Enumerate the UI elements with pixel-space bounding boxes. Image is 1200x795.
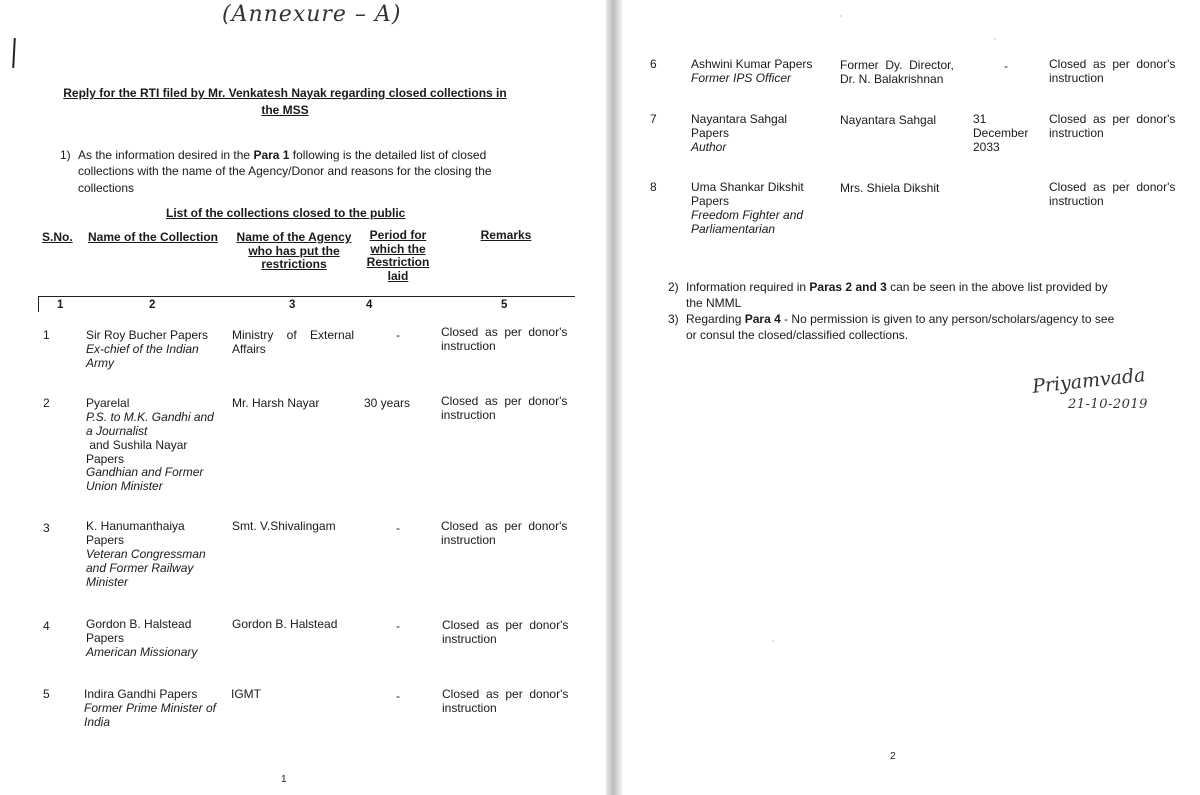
collection-description: Minister (86, 575, 129, 589)
restriction-period: - (396, 328, 400, 342)
scan-speck (994, 38, 996, 40)
collection-description: Parliamentarian (691, 222, 776, 236)
column-number: 1 (57, 299, 64, 311)
remarks: Closed as per donor's (442, 618, 569, 632)
remarks: Closed as per donor's (1049, 180, 1176, 194)
agency-name: Gordon B. Halstead (232, 617, 338, 631)
restriction-period: - (396, 521, 400, 535)
restriction-period: December (973, 126, 1029, 140)
table-row (622, 113, 1200, 157)
collection-name: Nayantara Sahgal (691, 112, 788, 126)
header-remarks: Remarks (480, 228, 532, 242)
header-collection-name: Name of the Collection (88, 230, 219, 244)
row-sno: 2 (43, 396, 50, 410)
collection-name: Papers (691, 126, 730, 140)
column-number-strip (38, 296, 575, 312)
agency-name: Ministry of External (232, 328, 355, 342)
row-sno: 4 (43, 619, 50, 633)
row-sno: 1 (43, 328, 50, 342)
collection-name: K. Hanumanthaiya (86, 519, 185, 533)
annexure-handwritten-heading: (Annexure – A) (222, 2, 402, 27)
collection-name: Papers (691, 194, 730, 208)
header-sno: S.No. (42, 230, 73, 244)
remarks: instruction (441, 408, 496, 422)
collection-description: Ex-chief of the Indian (86, 342, 199, 356)
document-title-line-2: the MSS (261, 103, 309, 117)
collection-name: Papers (86, 631, 125, 645)
document-title-line-1: Reply for the RTI filed by Mr. Venkatesh Nayak regarding closed collections in (63, 86, 507, 100)
collection-name: Uma Shankar Dikshit (691, 180, 804, 194)
scan-speck (772, 640, 774, 642)
document-page-2 (622, 0, 1200, 795)
remarks: instruction (442, 701, 497, 715)
collection-description: Army (86, 356, 114, 370)
column-number: 5 (501, 299, 508, 311)
collection-description: American Missionary (86, 645, 198, 659)
intro-line-3: collections (78, 181, 135, 195)
collection-name: Papers (86, 533, 125, 547)
page-gutter (606, 0, 622, 795)
remarks: instruction (441, 533, 496, 547)
table-row (0, 688, 606, 732)
collection-description: a Journalist (86, 424, 148, 438)
collection-description: Author (691, 140, 727, 154)
column-number: 2 (149, 299, 156, 311)
collection-name: Gordon B. Halstead (86, 617, 192, 631)
collection-description: P.S. to M.K. Gandhi and (86, 410, 214, 424)
restriction-period: - (396, 689, 400, 703)
row-sno: 3 (43, 521, 50, 535)
agency-name: Affairs (232, 342, 266, 356)
collection-name: Papers (86, 452, 125, 466)
remarks: instruction (442, 632, 497, 646)
table-row (0, 394, 606, 497)
remarks: Closed as per donor's (1049, 112, 1176, 126)
restriction-period: - (1004, 59, 1008, 73)
remarks: instruction (1049, 71, 1104, 85)
list-title: List of the collections closed to the public (166, 206, 406, 220)
collection-description: Former Prime Minister of (84, 701, 217, 715)
restriction-period: 2033 (973, 140, 1000, 154)
para-2-line-1: Information required in Paras 2 and 3 can be seen in the above list provided by (686, 280, 1108, 294)
table-row (0, 520, 606, 592)
remarks: instruction (1049, 194, 1104, 208)
table-row (622, 181, 1200, 239)
collection-name: Sir Roy Bucher Papers (86, 328, 209, 342)
agency-name: Mrs. Shiela Dikshit (840, 181, 940, 195)
table-row (0, 618, 606, 662)
collection-description: and Former Railway (86, 561, 194, 575)
table-row (0, 325, 606, 379)
remarks: Closed as per donor's (442, 687, 569, 701)
header-period: Period for which the Restriction laid (366, 228, 430, 283)
para-3-line-1: Regarding Para 4 - No permission is given to any person/scholars/agency to see (686, 312, 1115, 326)
agency-name: Nayantara Sahgal (840, 113, 937, 127)
page-number: 2 (890, 751, 896, 762)
collection-description: Former IPS Officer (691, 71, 792, 85)
remarks: Closed as per donor's (441, 519, 568, 533)
remarks: instruction (1049, 126, 1104, 140)
remarks: instruction (441, 339, 496, 353)
para-2-number: 2) (668, 280, 679, 294)
remarks: Closed as per donor's (441, 394, 568, 408)
handwritten-signature: Priyamvada (1031, 364, 1147, 398)
para-2-line-2: the NMML (686, 296, 742, 310)
collection-description: Gandhian and Former (86, 465, 204, 479)
remarks: Closed as per donor's (1049, 57, 1176, 71)
intro-line-1: As the information desired in the Para 1 following is the detailed list of closed (78, 148, 487, 162)
collection-name: Pyarelal (86, 396, 130, 410)
row-sno: 6 (650, 57, 657, 71)
scan-speck (840, 15, 842, 17)
margin-pen-mark (12, 38, 16, 68)
row-sno: 8 (650, 180, 657, 194)
signature-date: 21-10-2019 (1068, 397, 1148, 412)
collection-description: India (84, 715, 111, 729)
column-number: 3 (289, 299, 296, 311)
remarks: Closed as per donor's (441, 325, 568, 339)
collection-name: Ashwini Kumar Papers (691, 57, 813, 71)
collection-name: and Sushila Nayar (86, 438, 188, 452)
agency-name: Mr. Harsh Nayar (232, 396, 320, 410)
collection-description: Veteran Congressman (86, 547, 206, 561)
restriction-period: 30 years (364, 396, 411, 410)
intro-line-2: collections with the name of the Agency/Donor and reasons for the closing the (78, 164, 492, 178)
para-3-line-2: or consul the closed/classified collections. (686, 328, 909, 342)
agency-name: Smt. V.Shivalingam (232, 519, 336, 533)
restriction-period: 31 (973, 112, 987, 126)
agency-name: Dr. N. Balakrishnan (840, 72, 944, 86)
agency-name: Former Dy. Director, (840, 58, 954, 72)
collection-description: Freedom Fighter and (691, 208, 804, 222)
intro-number: 1) (60, 148, 71, 162)
restriction-period: - (396, 619, 400, 633)
para-3-number: 3) (668, 312, 679, 326)
agency-name: IGMT (231, 687, 261, 701)
collection-name: Indira Gandhi Papers (84, 687, 198, 701)
row-sno: 5 (43, 687, 50, 701)
collection-description: Union Minister (86, 479, 163, 493)
row-sno: 7 (650, 112, 657, 126)
table-row (622, 58, 1200, 90)
page-number: 1 (281, 774, 287, 785)
header-agency: Name of the Agency who has put the restrictions (236, 230, 352, 271)
column-number: 4 (366, 299, 373, 311)
